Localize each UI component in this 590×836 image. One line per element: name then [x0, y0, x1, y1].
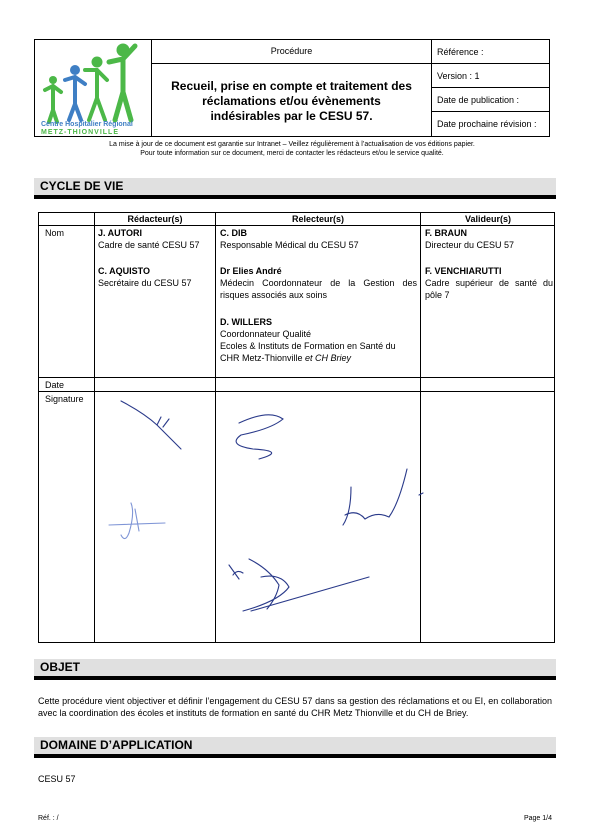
doc-title-line-2: réclamations et/ou évènements: [202, 94, 381, 108]
relecteur-3-extra-2b: et: [305, 353, 313, 363]
signature-elies-andre: [343, 469, 423, 525]
header-title-cell: [152, 40, 432, 136]
reference: Référence :: [432, 40, 550, 64]
signature-willers: [229, 559, 369, 611]
doc-title-line-3: indésirables par le CESU 57.: [210, 109, 373, 123]
row-label-name: Nom: [45, 228, 65, 238]
valideur-2-name: F. VENCHIARUTTI: [425, 266, 502, 276]
valideur-1-name: F. BRAUN: [425, 228, 467, 238]
relecteur-3-extra-1: Ecoles & Instituts de Formation en Santé du: [220, 341, 396, 351]
header-valideurs: Valideur(s): [464, 214, 511, 224]
publication-date: Date de publication :: [432, 88, 550, 112]
objet-text: Cette procédure vient objectiver et définir l’engagement du CESU 57 dans sa gestion des réclamations et ou EI, en collaboration avec la coordination des écoles et instituts de formation en santé du CHR Metz Thionville et du CH de Briey.: [38, 696, 552, 718]
signature-aquisto: [109, 503, 165, 539]
doc-title: [152, 64, 431, 124]
domaine-text: CESU 57: [38, 774, 76, 784]
header-relecteurs: Relecteur(s): [291, 214, 345, 224]
relecteur-3-role: Coordonnateur Qualité: [220, 329, 312, 339]
handwritten-signatures: [39, 213, 556, 644]
section-domaine: DOMAINE D’APPLICATION: [34, 737, 556, 758]
life-cycle-table: [38, 212, 555, 643]
redacteur-1-role: Cadre de santé CESU 57: [98, 240, 200, 250]
notice-line-1: La mise à jour de ce document est garantie sur Intranet – Veillez régulièrement à l’actualisation de vos éditions papier.: [109, 141, 475, 148]
logo-line2: METZ-THIONVILLE: [41, 129, 119, 136]
row-label-date: Date: [45, 380, 65, 390]
relecteur-1-role: Responsable Médical du CESU 57: [220, 240, 359, 250]
version: Version : 1: [432, 64, 550, 88]
doc-type: Procédure: [152, 40, 431, 64]
relecteur-1-name: C. DIB: [220, 228, 247, 238]
row-label-signature: Signature: [45, 394, 84, 404]
valideur-1-role: Directeur du CESU 57: [425, 240, 515, 250]
people-figures-icon: [35, 40, 151, 136]
redacteur-1-name: J. AUTORI: [98, 228, 143, 238]
redacteur-2-name: C. AQUISTO: [98, 266, 151, 276]
section-objet: OBJET: [34, 659, 556, 680]
relecteur-3-name: D. WILLERS: [220, 317, 272, 327]
header-redacteurs: Rédacteur(s): [127, 214, 183, 224]
valideur-2-role: Cadre supérieur de santé du pôle 7: [425, 278, 553, 300]
hospital-logo: [35, 40, 152, 136]
section-cycle-de-vie: CYCLE DE VIE: [34, 178, 556, 199]
redacteur-2-role: Secrétaire du CESU 57: [98, 278, 192, 288]
signature-autori: [121, 401, 181, 449]
notice-line-2: Pour toute information sur ce document, merci de contacter les rédacteurs et/ou le service qualité.: [140, 150, 444, 157]
logo-line1: Centre Hospitalier Régional: [41, 121, 133, 128]
footer-reference: Réf. : /: [38, 815, 59, 822]
header-meta-cell: [432, 40, 550, 136]
relecteur-3-extra-2c: CH Briey: [312, 353, 352, 363]
relecteur-2-role: Médecin Coordonnateur de la Gestion des risques associés aux soins: [220, 278, 417, 300]
relecteur-2-name: Dr Elies André: [220, 266, 282, 276]
relecteur-3-extra-2a: CHR Metz-Thionville: [220, 353, 306, 363]
doc-title-line-1: Recueil, prise en compte et traitement des: [171, 79, 412, 93]
document-header: [34, 39, 550, 137]
next-revision-date: Date prochaine révision :: [437, 119, 537, 129]
signature-dib: [236, 415, 283, 459]
footer-page-number: Page 1/4: [523, 815, 552, 822]
